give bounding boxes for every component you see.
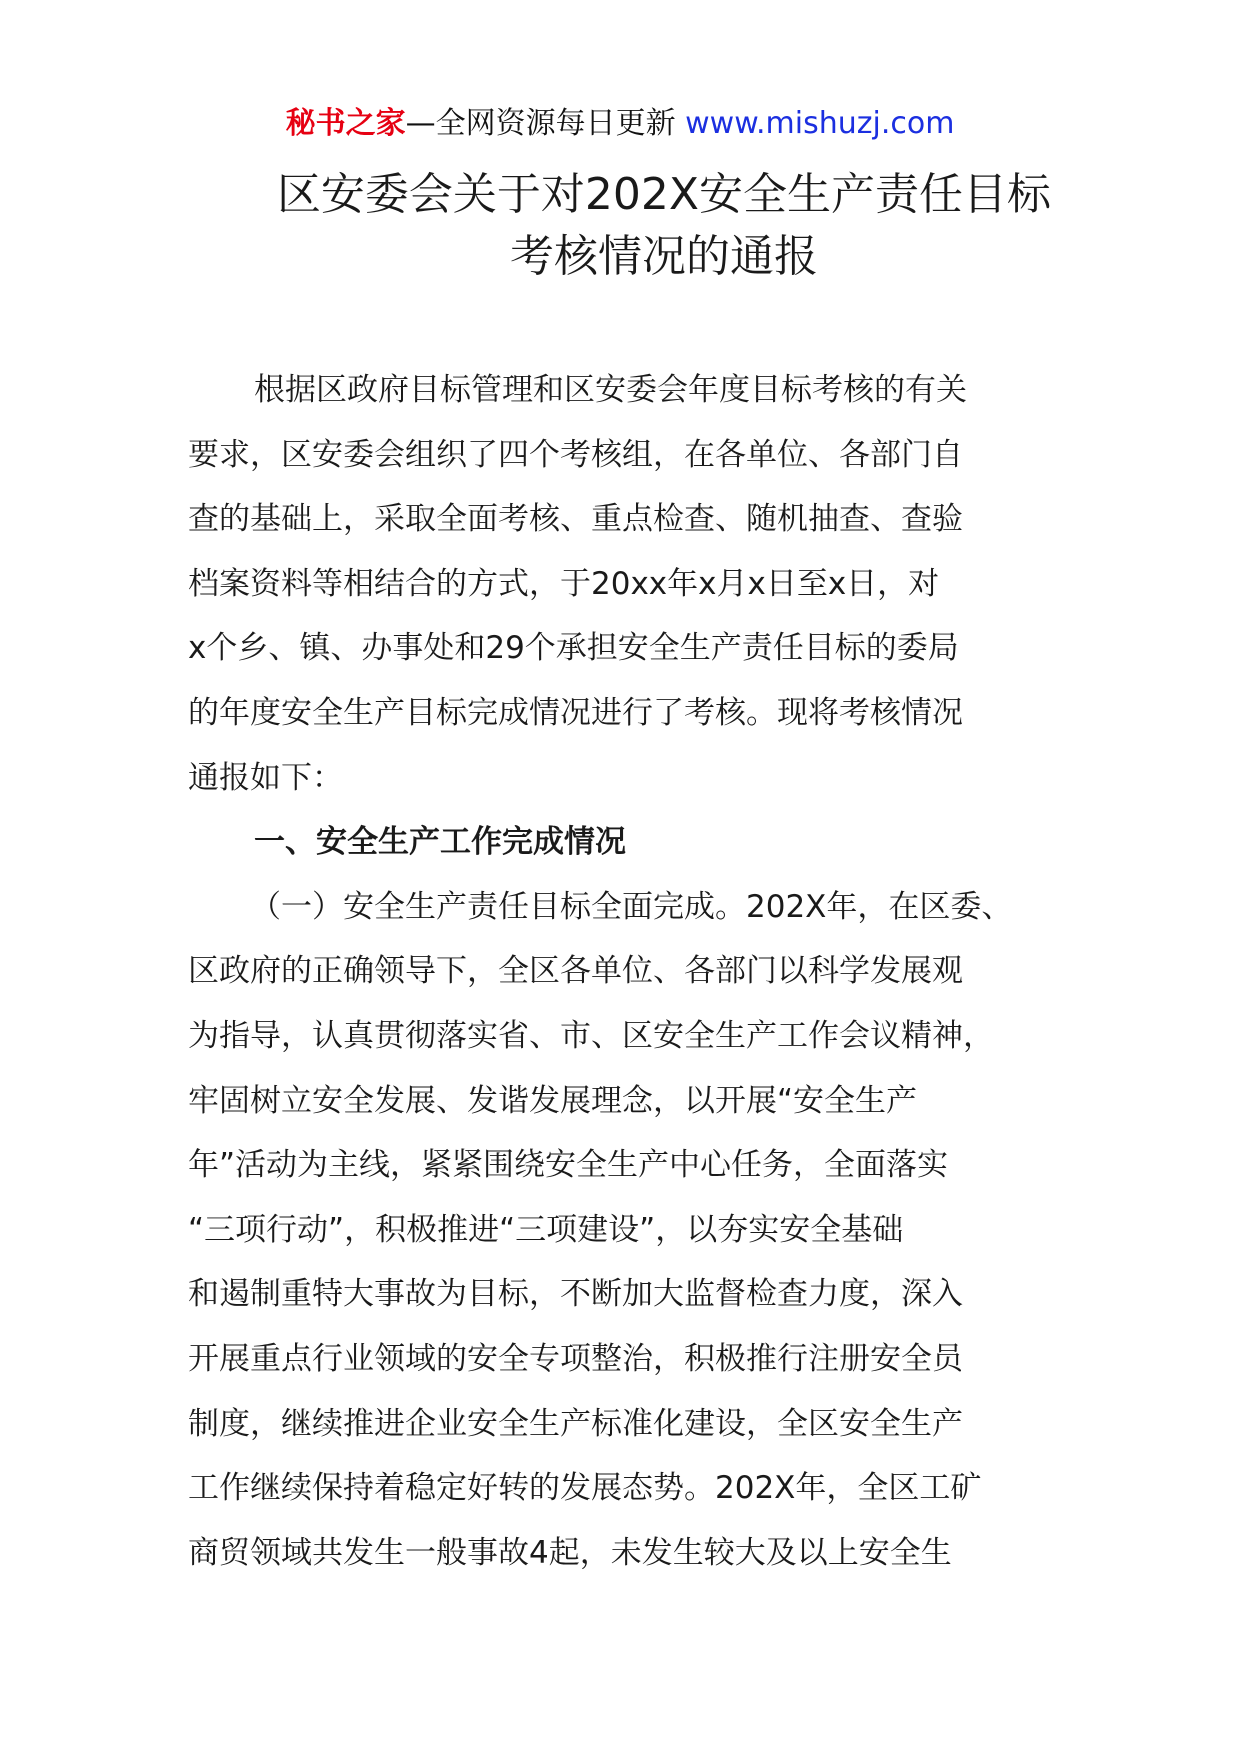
paragraph-line: “三项行动”，积极推进“三项建设”，以夯实安全基础 — [188, 1211, 904, 1248]
paragraph-line: 通报如下： — [188, 759, 343, 796]
paragraph-line: 区政府的正确领导下，全区各单位、各部门以科学发展观 — [188, 953, 963, 990]
paragraph-line: 牢固树立安全发展、发谐发展理念，以开展“安全生产 — [188, 1082, 918, 1119]
paragraph-line: 制度，继续推进企业安全生产标准化建设，全区安全生产 — [188, 1405, 963, 1442]
paragraph-line: 开展重点行业领域的安全专项整治，积极推行注册安全员 — [188, 1340, 963, 1377]
title-line: 区安委会关于对202X安全生产责任目标 — [276, 169, 1052, 220]
paragraph-line: 查的基础上，采取全面考核、重点检查、随机抽查、查验 — [188, 501, 963, 538]
site-url-link[interactable]: www.mishuzj.com — [685, 106, 955, 141]
document-title — [254, 164, 1074, 288]
title-line: 考核情况的通报 — [510, 231, 818, 282]
paragraph-line: 和遏制重特大事故为目标，不断加大监督检查力度，深入 — [188, 1276, 963, 1313]
paragraph-line: 商贸领域共发生一般事故4起，未发生较大及以上安全生 — [188, 1534, 952, 1571]
site-tagline: —全网资源每日更新 — [405, 106, 676, 141]
paragraph-line: 为指导，认真贯彻落实省、市、区安全生产工作会议精神， — [188, 1017, 994, 1054]
paragraph-line: 要求，区安委会组织了四个考核组，在各单位、各部门自 — [188, 436, 963, 473]
paragraph-line: 年”活动为主线，紧紧围绕安全生产中心任务，全面落实 — [188, 1147, 949, 1184]
paragraph-line: 根据区政府目标管理和区安委会年度目标考核的有关 — [254, 372, 967, 408]
paragraph-line: 工作继续保持着稳定好转的发展态势。202X年，全区工矿 — [188, 1470, 982, 1507]
paragraph-line: （一）安全生产责任目标全面完成。202X年，在区委、 — [250, 888, 1013, 925]
paragraph-line: x个乡、镇、办事处和29个承担安全生产责任目标的委局 — [188, 630, 959, 667]
document-body — [188, 358, 1068, 1585]
section-heading: 一、安全生产工作完成情况 — [254, 824, 626, 861]
site-header — [0, 104, 1240, 144]
site-brand: 秘书之家 — [285, 106, 406, 141]
paragraph-line: 的年度安全生产目标完成情况进行了考核。现将考核情况 — [188, 694, 963, 731]
paragraph-line: 档案资料等相结合的方式，于20xx年x月x日至x日，对 — [188, 565, 940, 602]
